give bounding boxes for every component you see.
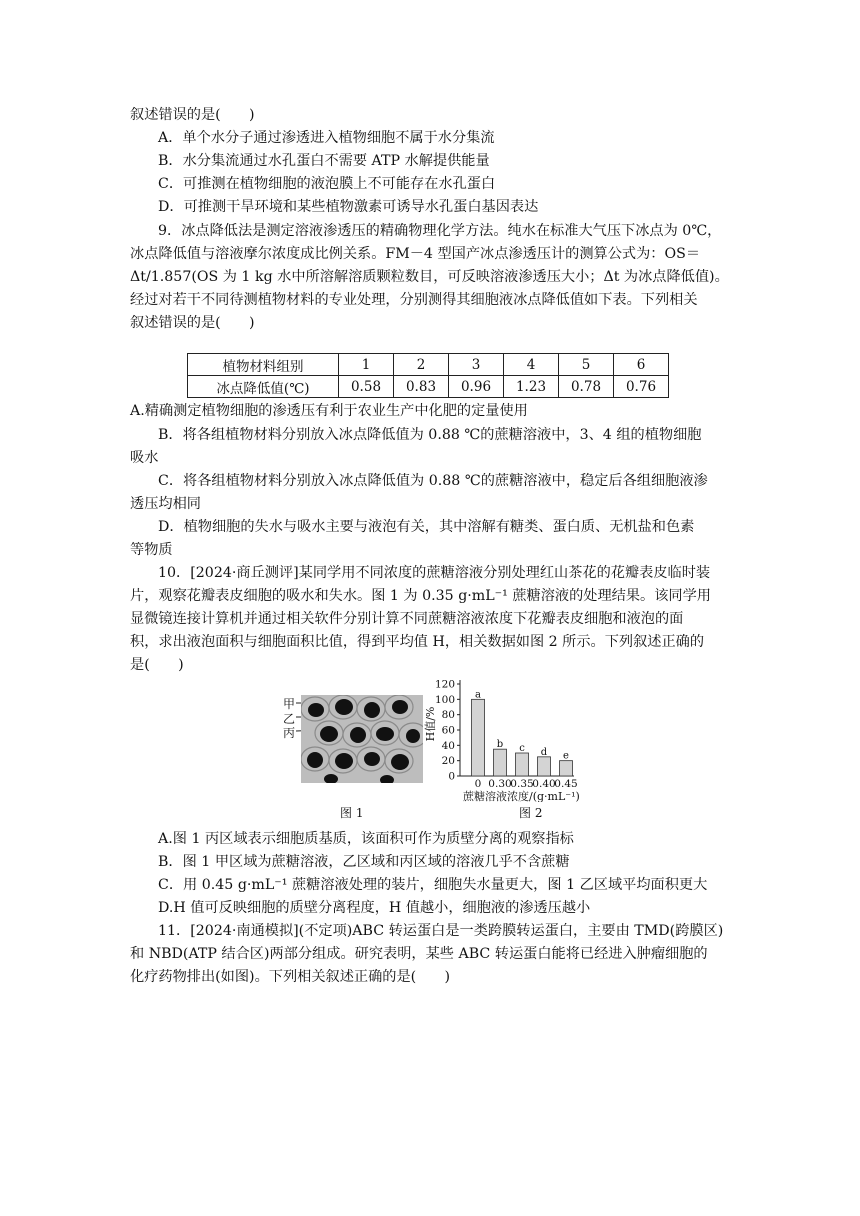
y-tick-label: 60 xyxy=(441,724,455,737)
bar xyxy=(560,761,573,776)
q10-option-b: B．图 1 甲区域为蔗糖溶液，乙区域和丙区域的溶液几乎不含蔗糖 xyxy=(158,854,570,870)
table-cell: 2 xyxy=(394,354,449,376)
q11-stem-line-1: 11．[2024·南通模拟](不定项)ABC 转运蛋白是一类跨膜转运蛋白，主要由 TMD(跨膜区) xyxy=(158,923,724,939)
bar-letter-label: a xyxy=(475,689,481,701)
q9-stem-line-2: 冰点降低值与溶液摩尔浓度成比例关系。FM－4 型国产冰点渗透压计的测算公式为：OS＝ xyxy=(130,246,701,262)
q10-stem-line-5: 是( ) xyxy=(130,657,184,673)
table-header-value: 冰点降低值(℃) xyxy=(188,376,339,398)
q9-option-b-line-2: 吸水 xyxy=(130,450,159,466)
bar-letter-label: d xyxy=(540,746,548,758)
bar-letter-label: e xyxy=(563,750,569,762)
y-tick-label: 100 xyxy=(434,693,455,706)
table-cell: 1.23 xyxy=(504,376,559,398)
fig2-caption: 图 2 xyxy=(519,806,543,820)
q10-stem-line-3: 显微镜连接计算机并通过相关软件分别计算不同蔗糖溶液浓度下花瓣表皮细胞和液泡的面 xyxy=(130,611,684,627)
y-tick-label: 20 xyxy=(441,755,455,768)
q9-option-d-line-2: 等物质 xyxy=(130,542,173,558)
x-axis-label: 蔗糖溶液浓度/(g·mL⁻¹) xyxy=(463,790,580,802)
q8-option-a: A．单个水分子通过渗透进入植物细胞不属于水分集流 xyxy=(158,130,495,146)
table-row xyxy=(188,354,669,376)
x-tick-label: 0.30 xyxy=(488,778,512,790)
fig1-label-bing: 丙 xyxy=(283,726,296,740)
table-cell: 6 xyxy=(614,354,669,376)
q9-stem-line-3: Δt/1.857(OS 为 1 kg 水中所溶解溶质颗粒数目，可反映溶液渗透压大小；Δt 为冰点降低值)。 xyxy=(130,269,729,285)
q8-option-b: B．水分集流通过水孔蛋白不需要 ATP 水解提供能量 xyxy=(158,153,490,169)
q8-option-c: C．可推测在植物细胞的液泡膜上不可能存在水孔蛋白 xyxy=(158,176,496,192)
q10-stem-line-4: 积，求出液泡面积与细胞面积比值，得到平均值 H，相关数据如图 2 所示。下列叙述正确的 xyxy=(130,634,705,650)
q9-option-c-line-2: 透压均相同 xyxy=(130,496,201,512)
bar xyxy=(472,699,485,776)
table-cell: 0.78 xyxy=(559,376,614,398)
q9-stem-line-1: 9．冰点降低法是测定溶液渗透压的精确物理化学方法。纯水在标准大气压下冰点为 0℃， xyxy=(158,223,722,239)
x-tick-label: 0.35 xyxy=(510,778,534,790)
fig1-label-jia: 甲 xyxy=(283,697,296,711)
q9-option-d-line-1: D．植物细胞的失水与吸水主要与液泡有关，其中溶解有糖类、蛋白质、无机盐和色素 xyxy=(158,519,695,535)
table-cell: 5 xyxy=(559,354,614,376)
bar xyxy=(516,753,529,776)
x-tick-label: 0.40 xyxy=(532,778,556,790)
y-tick-label: 80 xyxy=(441,709,455,722)
x-tick-label: 0.45 xyxy=(554,778,578,790)
table-cell: 0.76 xyxy=(614,376,669,398)
table-cell: 0.96 xyxy=(449,376,504,398)
q9-stem-line-5: 叙述错误的是( ) xyxy=(130,315,255,331)
q10-stem-line-2: 片，观察花瓣表皮细胞的吸水和失水。图 1 为 0.35 g·mL⁻¹ 蔗糖溶液的处理结果。该同学用 xyxy=(130,588,711,604)
q8-option-d: D．可推测干旱环境和某些植物激素可诱导水孔蛋白基因表达 xyxy=(158,199,539,215)
y-axis-label: H值/% xyxy=(424,706,437,742)
y-tick-label: 120 xyxy=(434,678,455,691)
fig1-label-yi: 乙 xyxy=(283,712,296,726)
bar xyxy=(494,749,507,776)
freezing-point-table xyxy=(187,353,669,398)
q9-stem-line-4: 经过对若干不同待测植物材料的专业处理，分别测得其细胞液冰点降低值如下表。下列相关 xyxy=(130,292,698,308)
q11-stem-line-3: 化疗药物排出(如图)。下列相关叙述正确的是( ) xyxy=(130,969,451,985)
q9-option-c-line-1: C．将各组植物材料分别放入冰点降低值为 0.88 ℃的蔗糖溶液中，稳定后各组细胞液渗 xyxy=(158,473,708,489)
q10-stem-line-1: 10．[2024·商丘测评]某同学用不同浓度的蔗糖溶液分别处理红山茶花的花瓣表皮临时装 xyxy=(158,565,711,581)
q10-option-d: D.H 值可反映细胞的质壁分离程度，H 值越小，细胞液的渗透压越小 xyxy=(158,900,591,916)
table-cell: 1 xyxy=(339,354,394,376)
table-header-group: 植物材料组别 xyxy=(188,354,339,376)
q11-stem-line-2: 和 NBD(ATP 结合区)两部分组成。研究表明，某些 ABC 转运蛋白能将已经进入肿瘤细胞的 xyxy=(130,946,708,962)
q9-option-b-line-1: B．将各组植物材料分别放入冰点降低值为 0.88 ℃的蔗糖溶液中，3、4 组的植物细胞 xyxy=(158,427,702,443)
h-value-bar-chart xyxy=(420,674,620,802)
x-tick-label: 0 xyxy=(474,778,482,790)
fig1-cells xyxy=(301,695,423,783)
bar-letter-label: b xyxy=(496,739,504,751)
table-cell: 3 xyxy=(449,354,504,376)
q9-option-a: A.精确测定植物细胞的渗透压有利于农业生产中化肥的定量使用 xyxy=(130,403,528,419)
table-cell: 0.58 xyxy=(339,376,394,398)
table-cell: 0.83 xyxy=(394,376,449,398)
y-tick-label: 0 xyxy=(448,770,455,783)
y-tick-label: 40 xyxy=(441,739,455,752)
bar-letter-label: c xyxy=(519,743,525,754)
q10-option-a: A.图 1 丙区域表示细胞质基质，该面积可作为质壁分离的观察指标 xyxy=(158,831,574,847)
table-row xyxy=(188,376,669,398)
table-cell: 4 xyxy=(504,354,559,376)
bar xyxy=(538,757,551,776)
q10-option-c: C．用 0.45 g·mL⁻¹ 蔗糖溶液处理的装片，细胞失水量更大，图 1 乙区域平均面积更大 xyxy=(158,877,708,893)
q8-stem-tail: 叙述错误的是( ) xyxy=(130,107,255,123)
fig1-caption: 图 1 xyxy=(340,806,364,820)
fig1-micrograph xyxy=(301,695,423,783)
